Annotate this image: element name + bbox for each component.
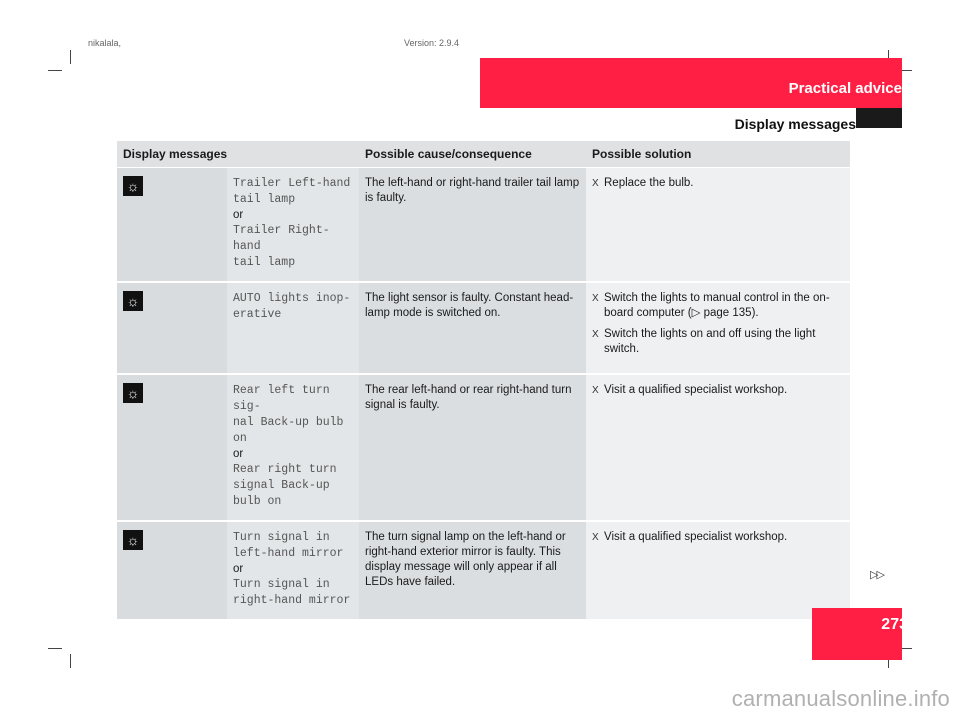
print-meta-version: Version: 2.9.4 — [404, 38, 460, 48]
header-solution: Possible solution — [586, 141, 850, 168]
display-message-cell — [227, 282, 359, 374]
display-message-text: Rear right turn — [233, 463, 337, 476]
solution-cell — [586, 168, 850, 283]
display-message-text: tail lamp — [233, 193, 296, 206]
display-message-text: erative — [233, 308, 282, 321]
header-cause: Possible cause/consequence — [359, 141, 586, 168]
solution-text: Replace the bulb. — [604, 177, 694, 189]
chapter-tab — [856, 108, 902, 128]
display-message-text: left-hand mirror — [233, 547, 344, 560]
solution-text: Visit a qualified specialist workshop. — [604, 531, 788, 543]
table-header-row — [117, 141, 850, 168]
solution-text: Visit a qualified specialist workshop. — [604, 384, 788, 396]
display-message-text: signal Back-up — [233, 479, 330, 492]
solution-item — [592, 530, 844, 545]
cause-text: The light sensor is faulty. Constant head-lamp mode is switched on. — [359, 282, 586, 374]
step-marker-icon: X — [592, 178, 599, 189]
display-message-text: bulb on — [233, 495, 282, 508]
page-number: 273 — [881, 616, 908, 633]
table-row — [117, 282, 850, 374]
table-row — [117, 168, 850, 283]
table-row — [117, 521, 850, 620]
solution-item — [592, 291, 844, 321]
bulb-warning-icon: ☼ — [123, 291, 143, 311]
crop-mark — [48, 648, 62, 649]
display-message-text: right-hand mirror — [233, 594, 351, 607]
display-message-text: Trailer Left-hand — [233, 177, 351, 190]
solution-cell — [586, 521, 850, 620]
step-marker-icon: X — [592, 329, 599, 340]
display-message-text: Rear left turn sig- — [233, 384, 330, 413]
table-row — [117, 374, 850, 521]
display-message-text: nal Back-up bulb on — [233, 416, 344, 445]
crop-mark — [70, 654, 71, 668]
step-marker-icon: X — [592, 293, 599, 304]
solution-text: Switch the lights on and off using the light switch. — [604, 328, 816, 355]
display-message-cell — [227, 521, 359, 620]
crop-mark — [48, 70, 62, 71]
display-message-cell — [227, 168, 359, 283]
or-text: or — [233, 563, 244, 575]
step-marker-icon: X — [592, 385, 599, 396]
bulb-warning-icon: ☼ — [123, 383, 143, 403]
display-messages-table — [117, 141, 850, 621]
or-text: or — [233, 209, 244, 221]
display-message-text: AUTO lights inop- — [233, 292, 351, 305]
bulb-warning-icon: ☼ — [123, 176, 143, 196]
display-message-cell — [227, 374, 359, 521]
display-message-text: Turn signal in — [233, 578, 330, 591]
display-message-text: tail lamp — [233, 256, 296, 269]
continue-arrows-icon: ▷▷ — [870, 569, 883, 581]
watermark: carmanualsonline.info — [731, 686, 950, 711]
or-text: or — [233, 448, 244, 460]
header-display-messages: Display messages — [117, 141, 359, 168]
solution-item — [592, 327, 844, 357]
print-meta-left: nikalala, — [88, 38, 122, 48]
display-message-text: Trailer Right-hand — [233, 224, 330, 253]
cause-text: The rear left-hand or rear right-hand turn signal is faulty. — [359, 374, 586, 521]
solution-item — [592, 176, 844, 191]
crop-mark — [70, 50, 71, 64]
solution-cell — [586, 282, 850, 374]
chapter-title: Display messages — [734, 116, 856, 132]
solution-item — [592, 383, 844, 398]
solution-text: Switch the lights to manual control in the on-board computer (▷ page 135). — [604, 292, 830, 319]
solution-cell — [586, 374, 850, 521]
step-marker-icon: X — [592, 532, 599, 543]
section-title: Practical advice — [788, 80, 902, 97]
cause-text: The turn signal lamp on the left-hand or right-hand exterior mirror is faulty. This display message will only appear if all LEDs have failed. — [359, 521, 586, 620]
cause-text: The left-hand or right-hand trailer tail lamp is faulty. — [359, 168, 586, 283]
display-message-text: Turn signal in — [233, 531, 330, 544]
bulb-warning-icon: ☼ — [123, 530, 143, 550]
